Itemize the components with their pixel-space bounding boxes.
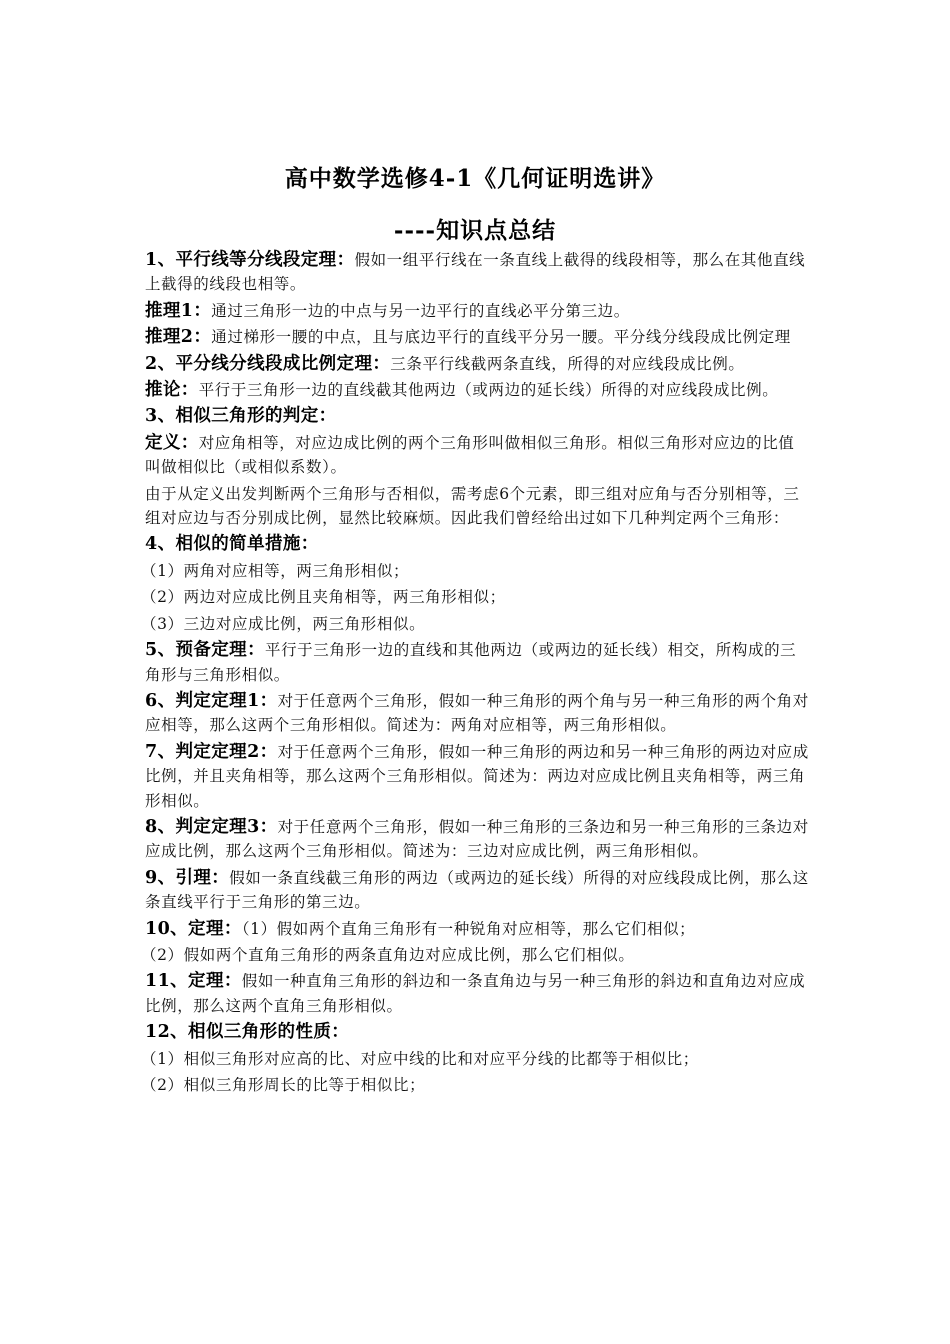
paragraph-text: 假如一种直角三角形的斜边和一条直角边与另一种三角形的斜边和直角边对应成比例，那么这两个直角三角形相似。 [145,972,806,1015]
paragraph-text: 假如一组平行线在一条直线上截得的线段相等，那么在其他直线上截得的线段也相等。 [145,251,806,294]
list-item [141,585,810,609]
paragraph-heading: 8、判定定理3： [145,816,278,837]
paragraph-text: （1）假如两个直角三角形有一种锐角对应相等，那么它们相似； [241,919,696,938]
paragraph-heading: 1、平行线等分线段定理： [145,250,355,270]
paragraph-text: 平行于三角形一边的直线截其他两边（或两边的延长线）所得的对应线段成比例。 [198,381,779,400]
paragraph-text: 由于从定义出发判断两个三角形与否相似，需考虑6个元素，即三组对应角与否分别相等，三组对应边与否分别成比例，显然比较麻烦。因此我们曾经给出过如下几种判定两个三角形： [145,484,800,528]
paragraph-similar-triangle-criteria [145,404,810,428]
paragraph-heading: 6、判定定理1： [145,690,278,711]
paragraph-text: （1）相似三角形对应高的比、对应中线的比和对应平分线的比都等于相似比； [141,1049,699,1068]
paragraph-heading: 4、相似的简单措施： [145,534,319,555]
paragraph-heading: 12、相似三角形的性质： [145,1022,350,1043]
paragraph-heading: 推论： [145,380,199,401]
paragraph-heading: 5、预备定理： [145,640,265,661]
paragraph-criterion-theorem-3 [145,815,810,864]
list-item [141,612,810,636]
paragraph-heading: 定义： [145,432,199,453]
paragraph-criterion-theorem-1 [145,689,810,738]
paragraph-heading: 3、相似三角形的判定： [145,406,337,427]
list-item [141,943,810,967]
paragraph-text: 平行于三角形一边的直线和其他两边（或两边的延长线）相交，所构成的三角形与三角形相似。 [145,641,797,684]
paragraph-heading: 10、定理： [145,918,242,939]
paragraph-text: 对于任意两个三角形，假如一种三角形的两个角与另一种三角形的两个角对应相等，那么这两个三角形相似。简述为：两角对应相等，两三角形相似。 [145,691,809,735]
paragraph-text: 假如一条直线截三角形的两边（或两边的延长线）所得的对应线段成比例，那么这条直线平行于三角形的第三边。 [145,868,809,912]
paragraph-text: 对应角相等，对应边成比例的两个三角形叫做相似三角形。相似三角形对应边的比值叫做相似比（或相似系数）。 [145,433,795,477]
paragraph-text: 通过梯形一腰的中点，且与底边平行的直线平分另一腰。平分线分线段成比例定理 [211,328,791,347]
paragraph-text: （2）相似三角形周长的比等于相似比； [141,1076,426,1094]
paragraph-text: （1）两角对应相等，两三角形相似； [141,561,410,580]
paragraph-heading: 9、引理： [145,867,230,888]
paragraph-parallel-equal-segments-theorem [145,248,810,297]
document-subtitle: ----知识点总结 [393,217,557,244]
paragraph-text: 对于任意两个三角形，假如一种三角形的两边和另一种三角形的两边对应成比例，并且夹角相等，那么这两个三角形相似。简述为：两边对应成比例且夹角相等，两三角形相似。 [145,742,809,810]
paragraph-text: （2）两边对应成比例且夹角相等，两三角形相似； [141,588,506,607]
paragraph-proportional-segments-theorem [145,352,810,376]
paragraph-text: 三条平行线截两条直线，所得的对应线段成比例。 [390,354,745,373]
paragraph-lemma [145,866,810,915]
paragraph-text: （3）三边对应成比例，两三角形相似。 [141,614,426,633]
list-item [141,1073,810,1097]
paragraph-criterion-theorem-2 [145,740,810,813]
paragraph-theorem-10 [145,917,810,941]
paragraph-similar-triangle-properties [145,1020,810,1044]
paragraph-corollary-2 [145,325,810,349]
paragraph-preliminary-theorem [145,638,810,687]
paragraph-heading: 2、平分线分线段成比例定理： [145,353,391,374]
paragraph-inference [145,378,810,402]
paragraph-definition [145,431,810,480]
paragraph-definition-explanation [145,482,810,531]
list-item [141,559,810,583]
paragraph-simple-methods [145,532,810,556]
paragraph-text: （2）假如两个直角三角形的两条直角边对应成比例，那么它们相似。 [141,945,635,964]
paragraph-heading: 11、定理： [145,971,242,992]
paragraph-heading: 7、判定定理2： [145,741,278,762]
paragraph-heading: 推理1： [145,300,212,321]
paragraph-text: 通过三角形一边的中点与另一边平行的直线必平分第三边。 [211,301,630,320]
list-item [141,1047,810,1071]
document-title: 高中数学选修4-1《几何证明选讲》 [284,165,666,192]
paragraph-theorem-11 [145,969,810,1018]
document-body [141,248,810,1097]
paragraph-text: 对于任意两个三角形，假如一种三角形的三条边和另一种三角形的三条边对应成比例，那么这两个三角形相似。简述为：三边对应成比例，两三角形相似。 [145,817,809,861]
paragraph-heading: 推理2： [145,327,212,348]
paragraph-corollary-1 [145,299,810,323]
